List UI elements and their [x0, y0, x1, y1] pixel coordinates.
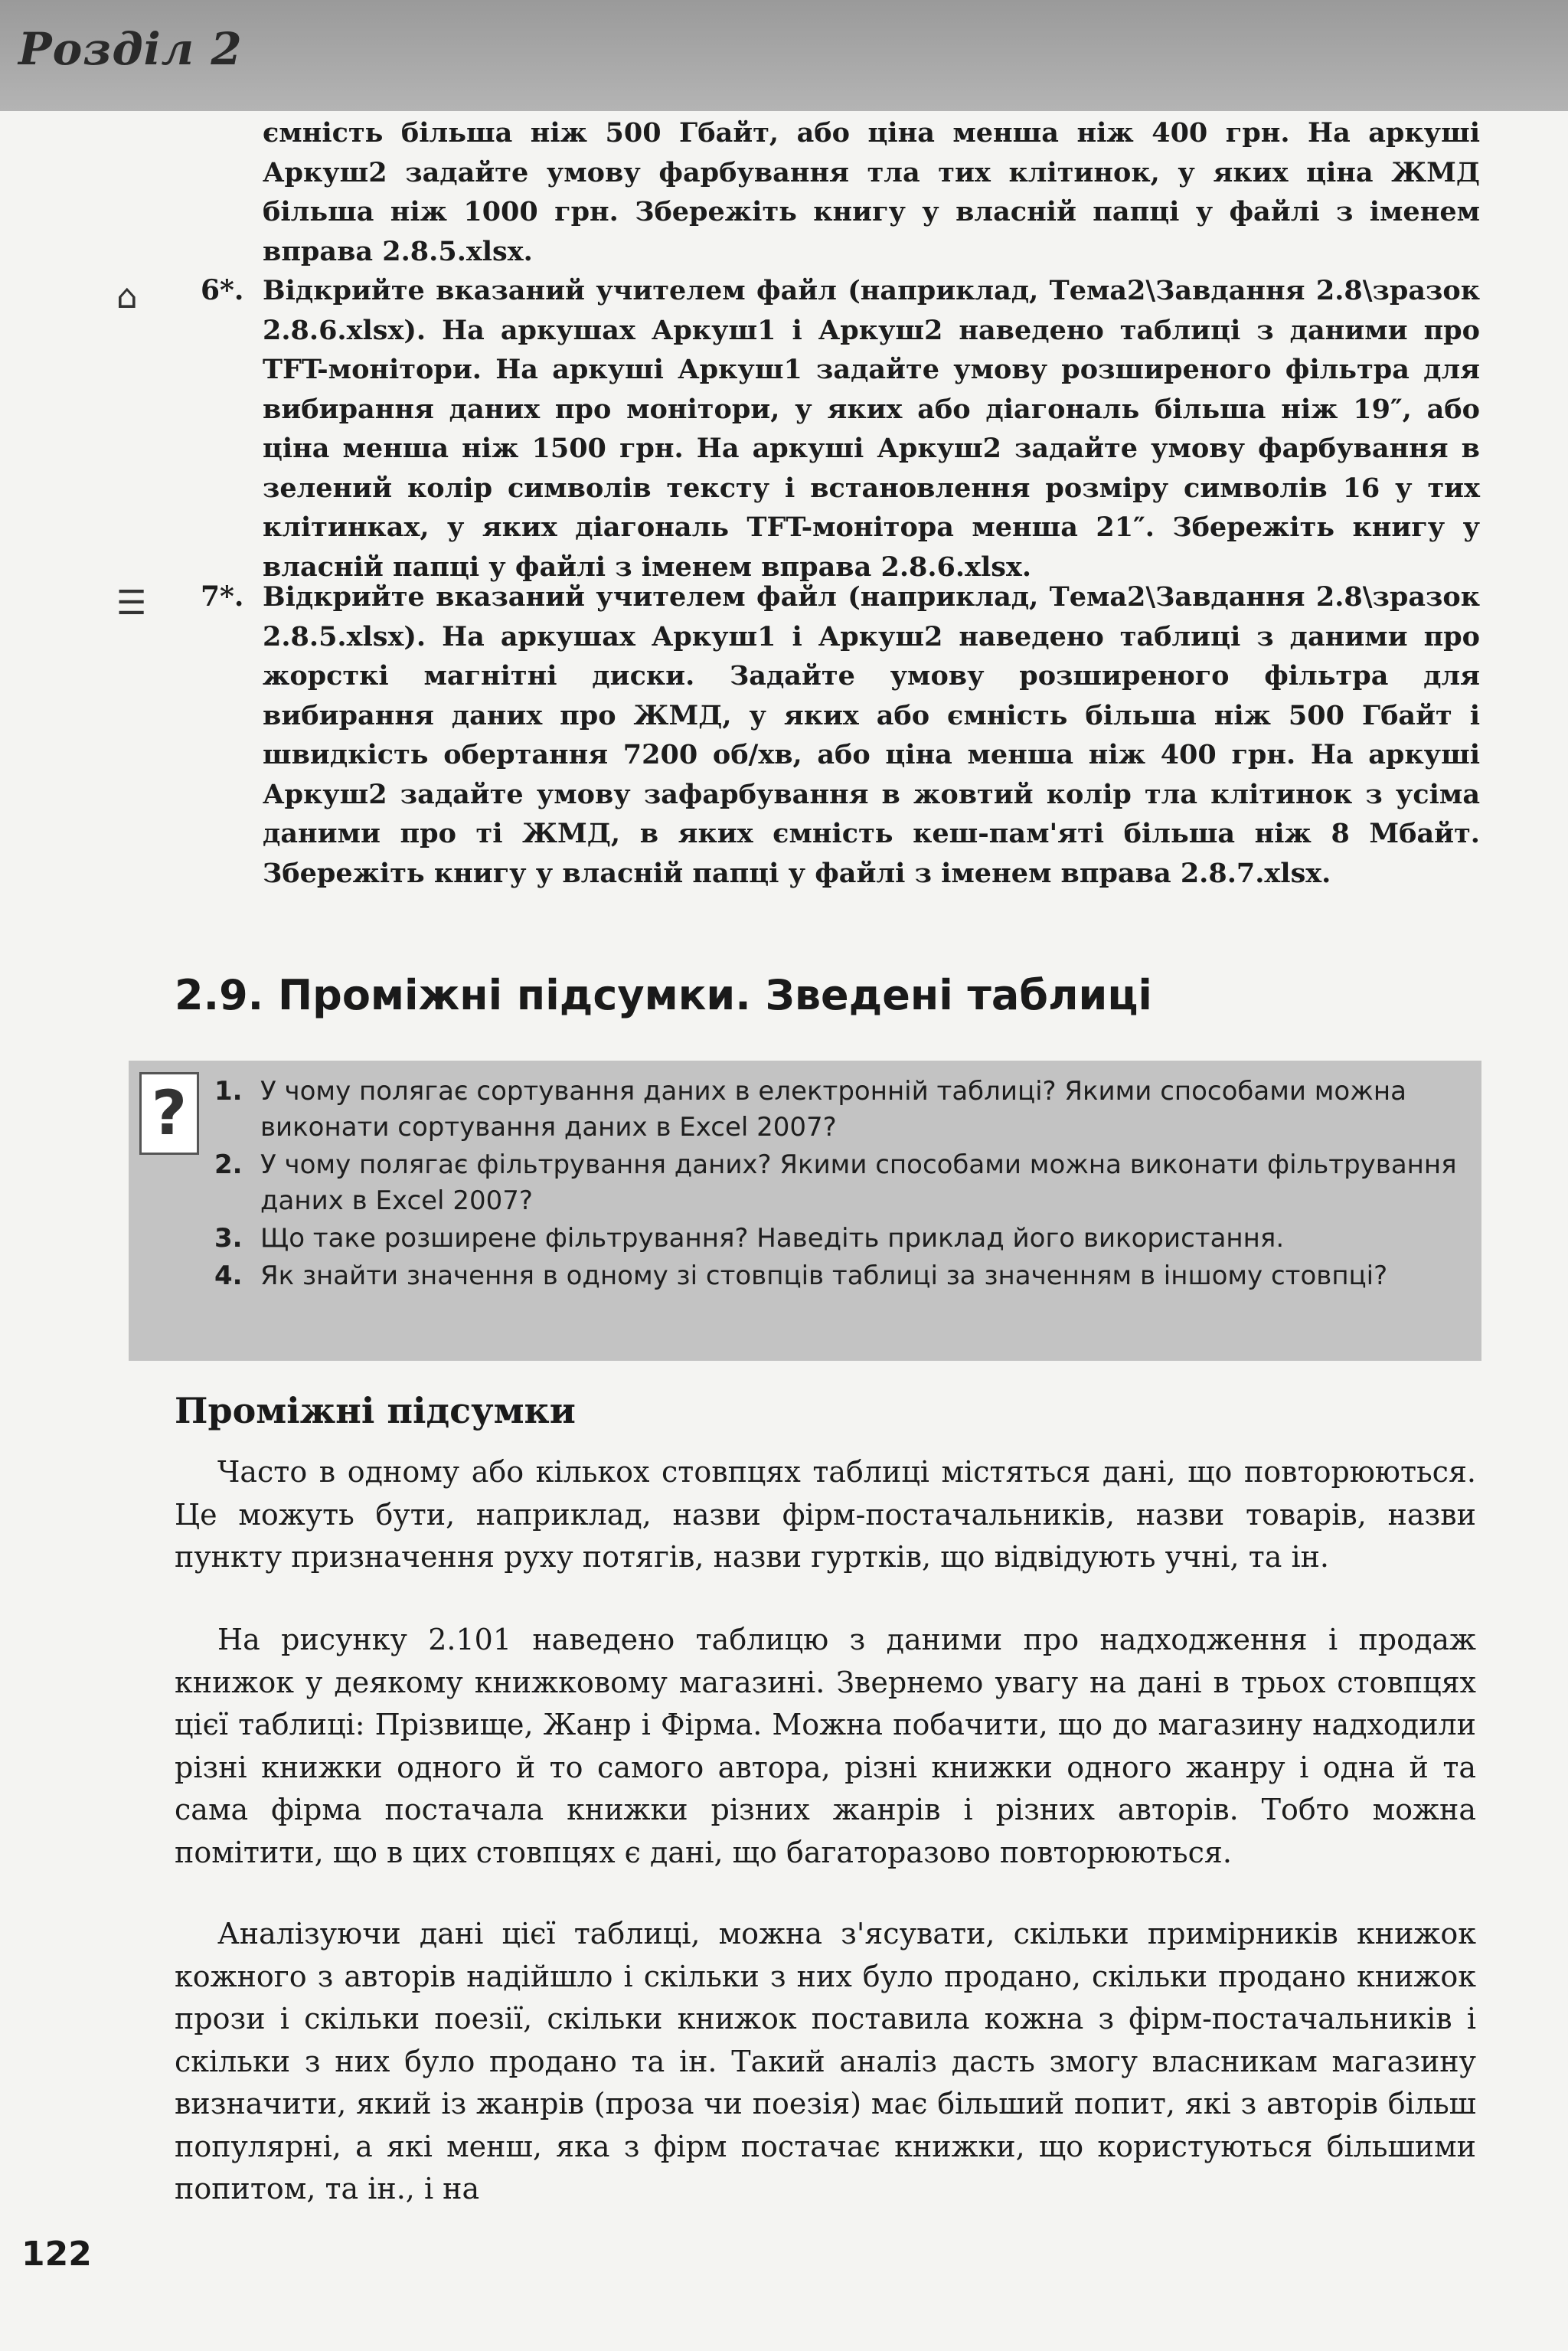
- list-item: [214, 1221, 1470, 1257]
- list-item: [214, 1147, 1470, 1219]
- question-number: 2.: [214, 1149, 243, 1180]
- question-text: У чому полягає сортування даних в електронній таблиці? Якими способами можна виконати сортування даних в Excel 2007?: [260, 1076, 1406, 1143]
- task-6-text: Відкрийте вказаний учителем файл (наприклад, Тема2\Завдання 2.8\зразок 2.8.6.xlsx). На аркушах Аркуш1 і Аркуш2 наведено таблиці з даними про TFT-монітори. На аркуші Аркуш1 задайте умову розширеного фільтра для вибирання даних про монітори, у яких або діагональ більша ніж 19″, або ціна менша ніж 1500 грн. На аркуші Аркуш2 задайте умову фарбування в зелений колір символів тексту і встановлення розміру символів 16 у тих клітинках, у яких діагональ TFT-монітора менша 21″. Збережіть книгу у власній папці у файлі з іменем вправа 2.8.6.xlsx.: [263, 275, 1480, 583]
- list-item: [214, 1258, 1470, 1294]
- house-icon: ⌂: [116, 277, 138, 316]
- question-text: Як знайти значення в одному зі стовпців таблиці за значенням в іншому стовпці?: [260, 1261, 1388, 1291]
- body-paragraph: Аналізуючи дані цієї таблиці, можна з'ясувати, скільки примірників книжок кожного з авторів надійшло і скільки з них було продано, скільки продано книжок прози і скільки поезії, скільки книжок поставила кожна з фірм-постачальників і скільки з них було продано та ін. Такий аналіз дасть змогу власникам магазину визначити, який із жанрів (проза чи поезія) має більший попит, які з авторів більш популярні, а які менш, яка з фірм постачає книжки, що користуються більшими попитом, та ін., і на: [175, 1917, 1476, 2205]
- task-7-text: Відкрийте вказаний учителем файл (наприклад, Тема2\Завдання 2.8\зразок 2.8.5.xlsx). На аркушах Аркуш1 і Аркуш2 наведено таблиці з даними про жорсткі магнітні диски. Задайте умову розширеного фільтра для вибирання даних про ЖМД, у яких або ємність більша ніж 500 Гбайт і швидкість обертання 7200 об/хв, або ціна менша ніж 400 грн. На аркуші Аркуш2 задайте умову зафарбування в жовтий колір тла клітинок з усіма даними про ті ЖМД, в яких ємність кеш-пам'яті більша ніж 8 Мбайт. Збережіть книгу у власній папці у файлі з іменем вправа 2.8.7.xlsx.: [263, 581, 1480, 889]
- books-icon: ☰: [116, 584, 147, 623]
- question-number: 1.: [214, 1076, 243, 1107]
- questions-list: [214, 1074, 1470, 1296]
- body-paragraph: На рисунку 2.101 наведено таблицю з даними про надходження і продаж книжок у деякому книжковому магазині. Звернемо увагу на дані в трьох стовпцях цієї таблиці: Прізвище, Жанр і Фірма. Можна побачити, що до магазину надходили різні книжки одного й то самого автора, різні книжки одного жанру і одна й та сама фірма постачала книжки різних жанрів і різних авторів. Тобто можна помітити, що в цих стовпцях є дані, що багаторазово повторюються.: [175, 1623, 1476, 1869]
- question-number: 4.: [214, 1261, 243, 1291]
- question-text: Що таке розширене фільтрування? Наведіть приклад його використання.: [260, 1223, 1285, 1254]
- chapter-label: Розділ 2: [18, 23, 243, 75]
- page-number: 122: [21, 2235, 92, 2274]
- question-text: У чому полягає фільтрування даних? Якими способами можна виконати фільтрування даних в Excel 2007?: [260, 1149, 1457, 1216]
- task-number: 6*.: [201, 274, 244, 306]
- body-paragraph: Часто в одному або кількох стовпцях таблиці містяться дані, що повторюються. Це можуть бути, наприклад, назви фірм-постачальників, назви товарів, назви пункту призначення руху потягів, назви гуртків, що відвідують учні, та ін.: [175, 1455, 1476, 1574]
- section-heading: 2.9. Проміжні підсумки. Зведені таблиці: [175, 971, 1152, 1019]
- question-number: 3.: [214, 1223, 243, 1254]
- list-item: [214, 1074, 1470, 1146]
- task-5-continuation: ємність більша ніж 500 Гбайт, або ціна менша ніж 400 грн. На аркуші Аркуш2 задайте умову фарбування тла тих клітинок, у яких ціна ЖМД більша ніж 1000 грн. Збережіть книгу у власній папці у файлі з іменем вправа 2.8.5.xlsx.: [263, 117, 1480, 267]
- question-mark-icon: ?: [139, 1072, 199, 1155]
- subsection-heading: Проміжні підсумки: [175, 1390, 576, 1431]
- task-number: 7*.: [201, 580, 244, 613]
